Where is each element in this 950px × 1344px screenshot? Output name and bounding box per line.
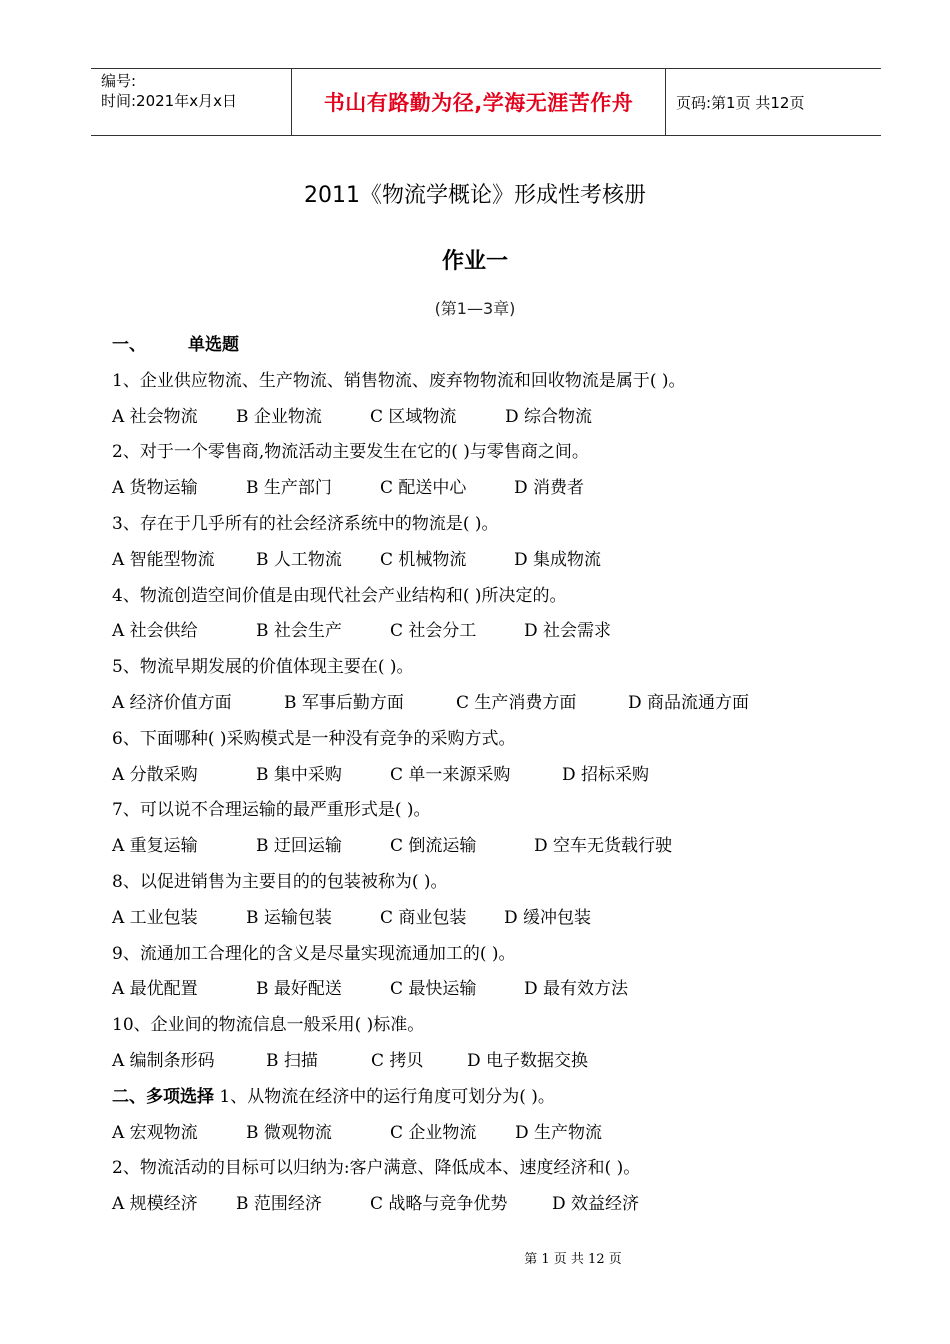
option-row	[112, 829, 832, 865]
option: B 军事后勤方面	[284, 692, 404, 713]
option: C 最快运输	[390, 979, 477, 1000]
option: A 工业包装	[112, 907, 198, 928]
header-page-info: 页码:第1页 共12页	[676, 93, 805, 112]
option: B 生产部门	[246, 478, 332, 499]
option: A 经济价值方面	[112, 692, 232, 713]
option-row	[112, 972, 832, 1008]
question-text: 2、物流活动的目标可以归纳为:客户满意、降低成本、速度经济和( )。	[112, 1158, 641, 1179]
header-slogan: 书山有路勤为径,学海无涯苦作舟	[292, 69, 666, 135]
question-text: 2、对于一个零售商,物流活动主要发生在它的( )与零售商之间。	[112, 442, 589, 463]
header-meta	[91, 69, 292, 135]
question-text: 6、下面哪种( )采购模式是一种没有竞争的采购方式。	[112, 728, 516, 749]
option: C 机械物流	[380, 549, 467, 570]
option-row	[112, 1116, 832, 1152]
option: C 单一来源采购	[390, 764, 511, 785]
option: A 智能型物流	[112, 549, 215, 570]
question-text: 7、可以说不合理运输的最严重形式是( )。	[112, 800, 431, 821]
option: D 招标采购	[562, 764, 650, 785]
option: C 生产消费方面	[456, 692, 577, 713]
option: D 生产物流	[515, 1122, 603, 1143]
option: D 电子数据交换	[467, 1050, 589, 1071]
section-heading-single	[112, 328, 832, 364]
question-list	[112, 364, 832, 1080]
option-row	[112, 901, 832, 937]
option: C 企业物流	[390, 1122, 477, 1143]
question-text: 5、物流早期发展的价值体现主要在( )。	[112, 657, 414, 678]
option: B 运输包装	[246, 907, 332, 928]
option-row	[112, 1044, 832, 1080]
doc-title: 2011《物流学概论》形成性考核册	[304, 183, 646, 208]
option: C 区域物流	[370, 406, 457, 427]
question-text: 10、企业间的物流信息一般采用( )标准。	[112, 1015, 425, 1036]
footer-page-number: 第 1 页 共 12 页	[524, 1252, 622, 1267]
option: A 货物运输	[112, 478, 198, 499]
option: A 社会物流	[112, 406, 198, 427]
option: D 效益经济	[552, 1194, 640, 1215]
option: D 商品流通方面	[628, 692, 750, 713]
document-header	[91, 68, 881, 136]
option-row	[112, 471, 832, 507]
option: C 商业包装	[380, 907, 467, 928]
option: A 最优配置	[112, 979, 198, 1000]
document-body	[112, 328, 832, 1223]
option: A 编制条形码	[112, 1050, 215, 1071]
option: B 人工物流	[256, 549, 342, 570]
option: C 社会分工	[390, 621, 477, 642]
option-row	[112, 400, 832, 436]
option: B 范围经济	[236, 1194, 322, 1215]
option-row	[112, 1187, 832, 1223]
option: C 拷贝	[371, 1050, 424, 1071]
option-row	[112, 543, 832, 579]
option: C 配送中心	[380, 478, 467, 499]
option: D 缓冲包装	[504, 907, 592, 928]
option: D 综合物流	[505, 406, 593, 427]
question-text: 9、流通加工合理化的含义是尽量实现流通加工的( )。	[112, 943, 516, 964]
option: B 最好配送	[256, 979, 342, 1000]
question-text: 1、企业供应物流、生产物流、销售物流、废弃物物流和回收物流是属于( )。	[112, 370, 686, 391]
code-label: 编号:	[101, 72, 137, 90]
option: B 企业物流	[236, 406, 322, 427]
option-row	[112, 686, 832, 722]
option: A 规模经济	[112, 1194, 198, 1215]
multi-question-2	[112, 1151, 832, 1187]
section-number: 一、	[112, 335, 146, 355]
option: A 社会供给	[112, 621, 198, 642]
multi-question-1	[112, 1080, 832, 1116]
option: B 迂回运输	[256, 836, 342, 857]
section-heading-multi: 二、多项选择	[112, 1086, 214, 1107]
option: A 分散采购	[112, 764, 198, 785]
doc-chapters: (第1—3章)	[434, 299, 516, 318]
option: B 微观物流	[246, 1122, 332, 1143]
question-text: 1、从物流在经济中的运行角度可划分为( )。	[219, 1086, 555, 1107]
option: A 重复运输	[112, 836, 198, 857]
question-text: 4、物流创造空间价值是由现代社会产业结构和( )所决定的。	[112, 585, 567, 606]
option: D 最有效方法	[524, 979, 629, 1000]
option: D 集成物流	[514, 549, 602, 570]
doc-subtitle: 作业一	[441, 249, 508, 274]
option-row	[112, 758, 832, 794]
option: C 战略与竞争优势	[370, 1194, 508, 1215]
option: B 社会生产	[256, 621, 342, 642]
option-row	[112, 614, 832, 650]
option: B 扫描	[266, 1050, 318, 1071]
page-footer	[0, 1248, 950, 1267]
option: B 集中采购	[256, 764, 342, 785]
option: A 宏观物流	[112, 1122, 198, 1143]
option: D 社会需求	[524, 621, 612, 642]
question-text: 3、存在于几乎所有的社会经济系统中的物流是( )。	[112, 513, 499, 534]
section-title: 单选题	[188, 335, 239, 355]
time-label: 时间:2021年x月x日	[101, 92, 237, 110]
question-text: 8、以促进销售为主要目的的包装被称为( )。	[112, 871, 448, 892]
option: D 空车无货载行驶	[534, 836, 673, 857]
option: D 消费者	[514, 478, 585, 499]
option: C 倒流运输	[390, 836, 477, 857]
